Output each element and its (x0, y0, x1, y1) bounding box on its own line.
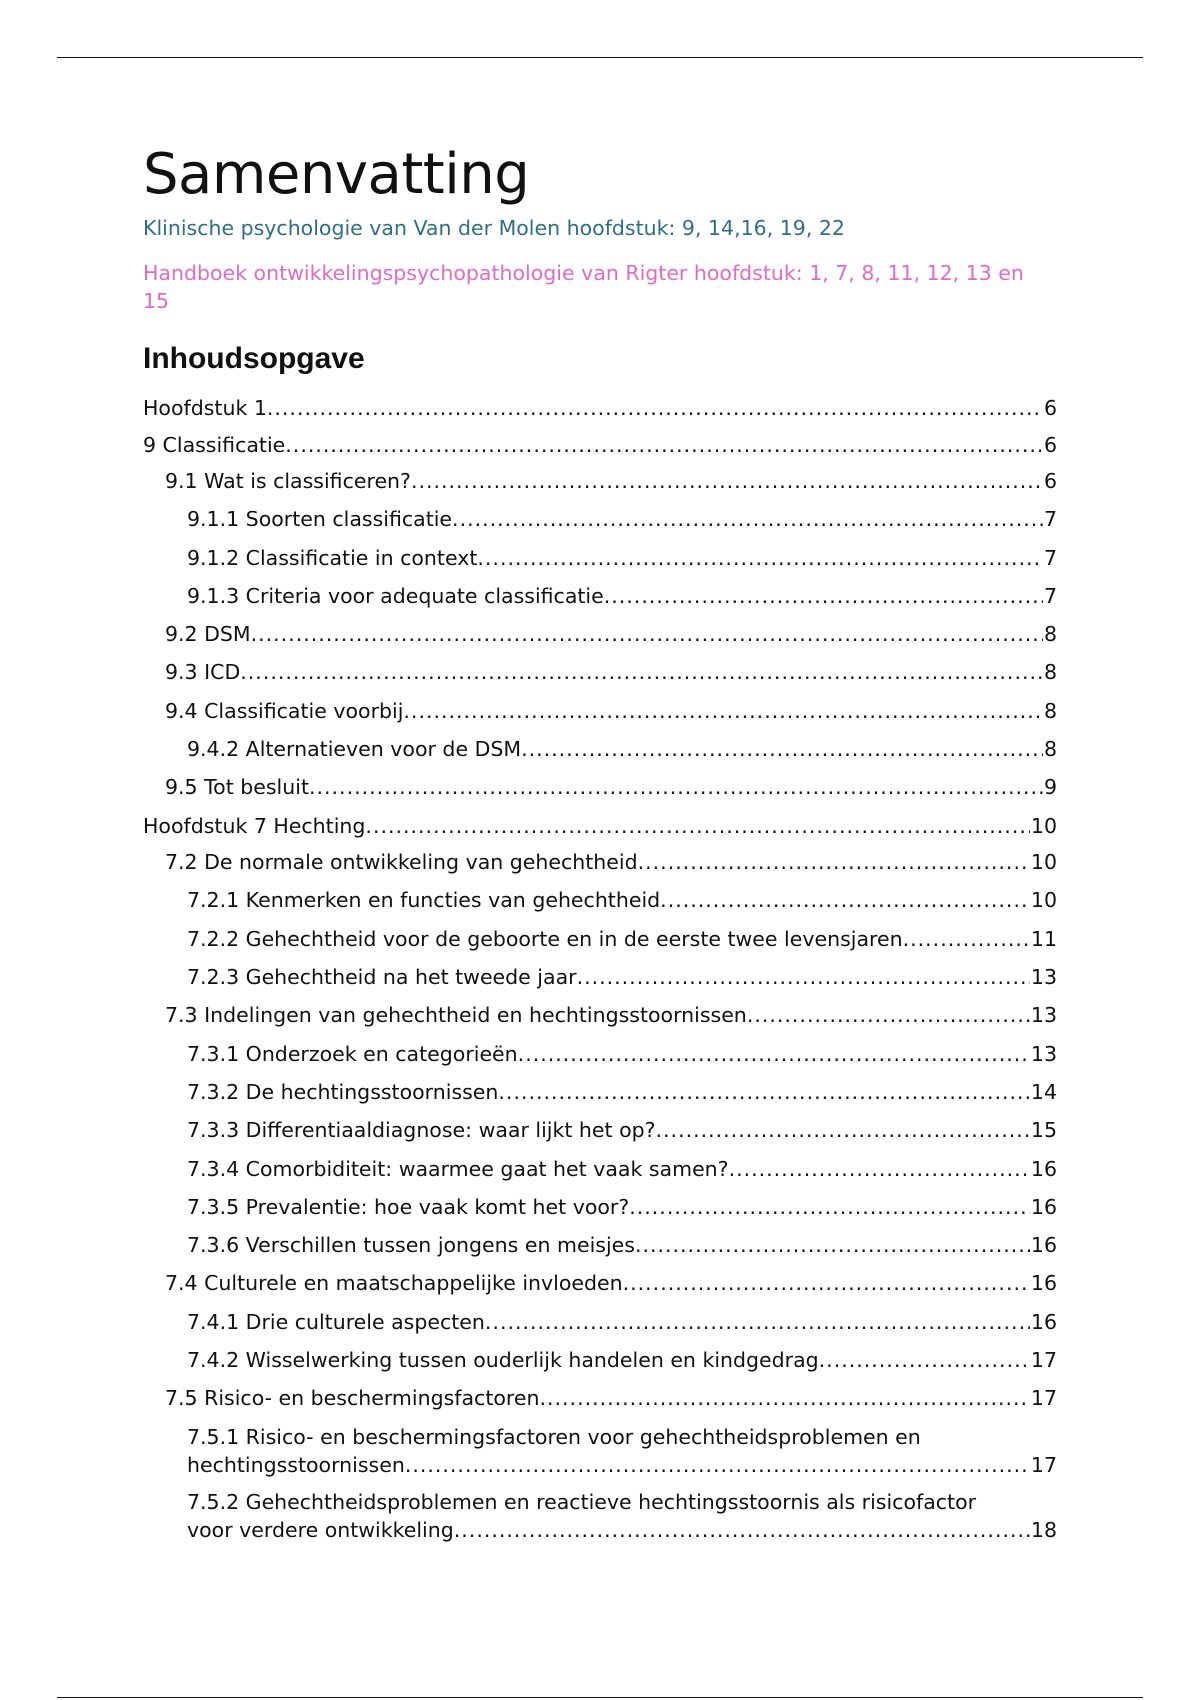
toc-entry-label: 7.3.3 Differentiaaldiagnose: waar lijkt het op? (187, 1118, 656, 1143)
toc-entry[interactable] (143, 812, 1057, 841)
toc-entry-label: 7.2.3 Gehechtheid na het tweede jaar (187, 965, 577, 990)
toc-entry[interactable] (143, 1231, 1057, 1260)
toc-entry-label: 7.2 De normale ontwikkeling van gehechtheid (165, 850, 638, 875)
subtitle-clinical-psychology: Klinische psychologie van Van der Molen hoofdstuk: 9, 14,16, 19, 22 (143, 216, 845, 240)
toc-entry-label: 9.2 DSM (165, 622, 251, 647)
toc-entry[interactable] (143, 1488, 1057, 1545)
toc-entry-label-line2: hechtingsstoornissen (187, 1453, 405, 1478)
toc-entry-label-line2: voor verdere ontwikkeling (187, 1518, 454, 1543)
toc-entry[interactable] (143, 1269, 1057, 1298)
toc-entry-label: 7.2.2 Gehechtheid voor de geboorte en in de eerste twee levensjaren (187, 926, 903, 951)
toc-entry-page: 13 (1030, 1003, 1057, 1028)
header-rule (57, 57, 1143, 58)
toc-entry-label-line1: 7.5.2 Gehechtheidsproblemen en reactieve hechtingsstoornis als risicofactor (187, 1489, 977, 1514)
toc-entry-label: Hoofdstuk 7 Hechting (143, 813, 366, 838)
toc-entry[interactable] (143, 505, 1057, 534)
toc-entry[interactable] (143, 886, 1057, 915)
toc-entry-page: 8 (1043, 622, 1057, 647)
toc-entry-label: 9.1.1 Soorten classificatie (187, 507, 453, 532)
toc-entry-page: 18 (1030, 1518, 1057, 1543)
toc-entry-page: 8 (1043, 737, 1057, 762)
toc-entry-label: 7.3.5 Prevalentie: hoe vaak komt het voor? (187, 1194, 630, 1219)
toc-entry-label-line1: 7.5.1 Risico- en beschermingsfactoren voor gehechtheidsproblemen en (187, 1424, 921, 1449)
toc-entry[interactable] (143, 394, 1057, 423)
toc-entry-page: 6 (1043, 396, 1057, 420)
toc-entry[interactable] (143, 431, 1057, 460)
toc-entry-label: 9.1.2 Classificatie in context (187, 545, 478, 570)
toc-entry[interactable] (143, 1040, 1057, 1069)
toc-entry[interactable] (143, 1078, 1057, 1107)
toc-entry[interactable] (143, 1423, 1057, 1480)
toc-entry[interactable] (143, 848, 1057, 877)
toc-entry-label: 9.5 Tot besluit (165, 775, 309, 800)
toc-entry-label: 7.4.1 Drie culturele aspecten (187, 1309, 485, 1334)
toc-entry-page: 6 (1043, 432, 1057, 457)
toc-entry-page: 16 (1030, 1271, 1057, 1296)
toc-entry-page: 8 (1043, 660, 1057, 685)
toc-entry-page: 8 (1043, 698, 1057, 723)
toc-entry[interactable] (143, 544, 1057, 573)
toc-entry-label: 9.1 Wat is classificeren? (165, 469, 411, 493)
toc-entry-page: 16 (1030, 1156, 1057, 1181)
toc-entry-page: 11 (1030, 926, 1057, 951)
toc-entry-page: 17 (1030, 1386, 1057, 1411)
toc-entry[interactable] (143, 1193, 1057, 1222)
toc-entry-label: Hoofdstuk 1 (143, 396, 267, 420)
toc-entry-label: 9 Classificatie (143, 432, 286, 457)
toc-entry-page: 10 (1030, 850, 1057, 875)
toc-entry[interactable] (143, 582, 1057, 611)
toc-entry-page: 7 (1043, 507, 1057, 532)
toc-entry[interactable] (143, 925, 1057, 954)
toc-entry-label: 9.1.3 Criteria voor adequate classificatie (187, 583, 604, 608)
toc-entry-page: 7 (1043, 583, 1057, 608)
toc-entry-label: 7.3.4 Comorbiditeit: waarmee gaat het vaak samen? (187, 1156, 729, 1181)
toc-entry-page: 10 (1030, 813, 1057, 838)
toc-entry-label: 9.4 Classificatie voorbij (165, 698, 404, 723)
footer-rule (57, 1697, 1143, 1698)
toc-entry-page: 13 (1030, 965, 1057, 990)
toc-entry-page: 16 (1030, 1194, 1057, 1219)
toc-entry[interactable] (143, 773, 1057, 802)
toc-entry[interactable] (143, 467, 1057, 496)
toc-entry[interactable] (143, 658, 1057, 687)
toc-entry-page: 17 (1030, 1453, 1057, 1478)
toc-entry-page: 10 (1030, 888, 1057, 913)
toc-entry[interactable] (143, 1116, 1057, 1145)
toc-entry-page: 7 (1043, 545, 1057, 570)
toc-entry[interactable] (143, 697, 1057, 726)
toc-heading: Inhoudsopgave (143, 342, 365, 375)
toc-entry[interactable] (143, 1384, 1057, 1413)
toc-entry[interactable] (143, 620, 1057, 649)
toc-entry[interactable] (143, 1346, 1057, 1375)
toc-entry[interactable] (143, 735, 1057, 764)
toc-entry-label: 7.5 Risico- en beschermingsfactoren (165, 1386, 540, 1411)
toc-entry[interactable] (143, 1155, 1057, 1184)
toc-entry-label: 7.4.2 Wisselwerking tussen ouderlijk handelen en kindgedrag (187, 1348, 819, 1373)
toc-entry-label: 7.4 Culturele en maatschappelijke invloeden (165, 1271, 623, 1296)
toc-entry-label: 7.3.1 Onderzoek en categorieën (187, 1041, 518, 1066)
toc-entry-page: 6 (1043, 469, 1057, 493)
toc-entry-page: 9 (1043, 775, 1057, 800)
subtitle-handbook: Handboek ontwikkelingspsychopathologie van Rigter hoofdstuk: 1, 7, 8, 11, 12, 13 en 15 (143, 261, 1024, 313)
toc-entry-label: 7.3.2 De hechtingsstoornissen (187, 1079, 499, 1104)
toc-entry[interactable] (143, 1308, 1057, 1337)
toc-entry[interactable] (143, 963, 1057, 992)
document-title: Samenvatting (143, 142, 530, 207)
toc-entry-label: 9.3 ICD (165, 660, 241, 685)
toc-entry-page: 17 (1030, 1348, 1057, 1373)
toc-entry-page: 16 (1030, 1309, 1057, 1334)
toc-entry-page: 14 (1030, 1079, 1057, 1104)
toc-entry-label: 7.3.6 Verschillen tussen jongens en meisjes (187, 1233, 635, 1258)
toc-entry-label: 7.2.1 Kenmerken en functies van gehechtheid (187, 888, 661, 913)
toc-entry[interactable] (143, 1001, 1057, 1030)
toc-entry-label: 9.4.2 Alternatieven voor de DSM (187, 737, 522, 762)
toc-entry-page: 13 (1030, 1041, 1057, 1066)
toc-entry-page: 15 (1030, 1118, 1057, 1143)
toc-entry-label: 7.3 Indelingen van gehechtheid en hechtingsstoornissen (165, 1003, 747, 1028)
table-of-contents (143, 394, 1057, 1553)
toc-entry-page: 16 (1030, 1233, 1057, 1258)
